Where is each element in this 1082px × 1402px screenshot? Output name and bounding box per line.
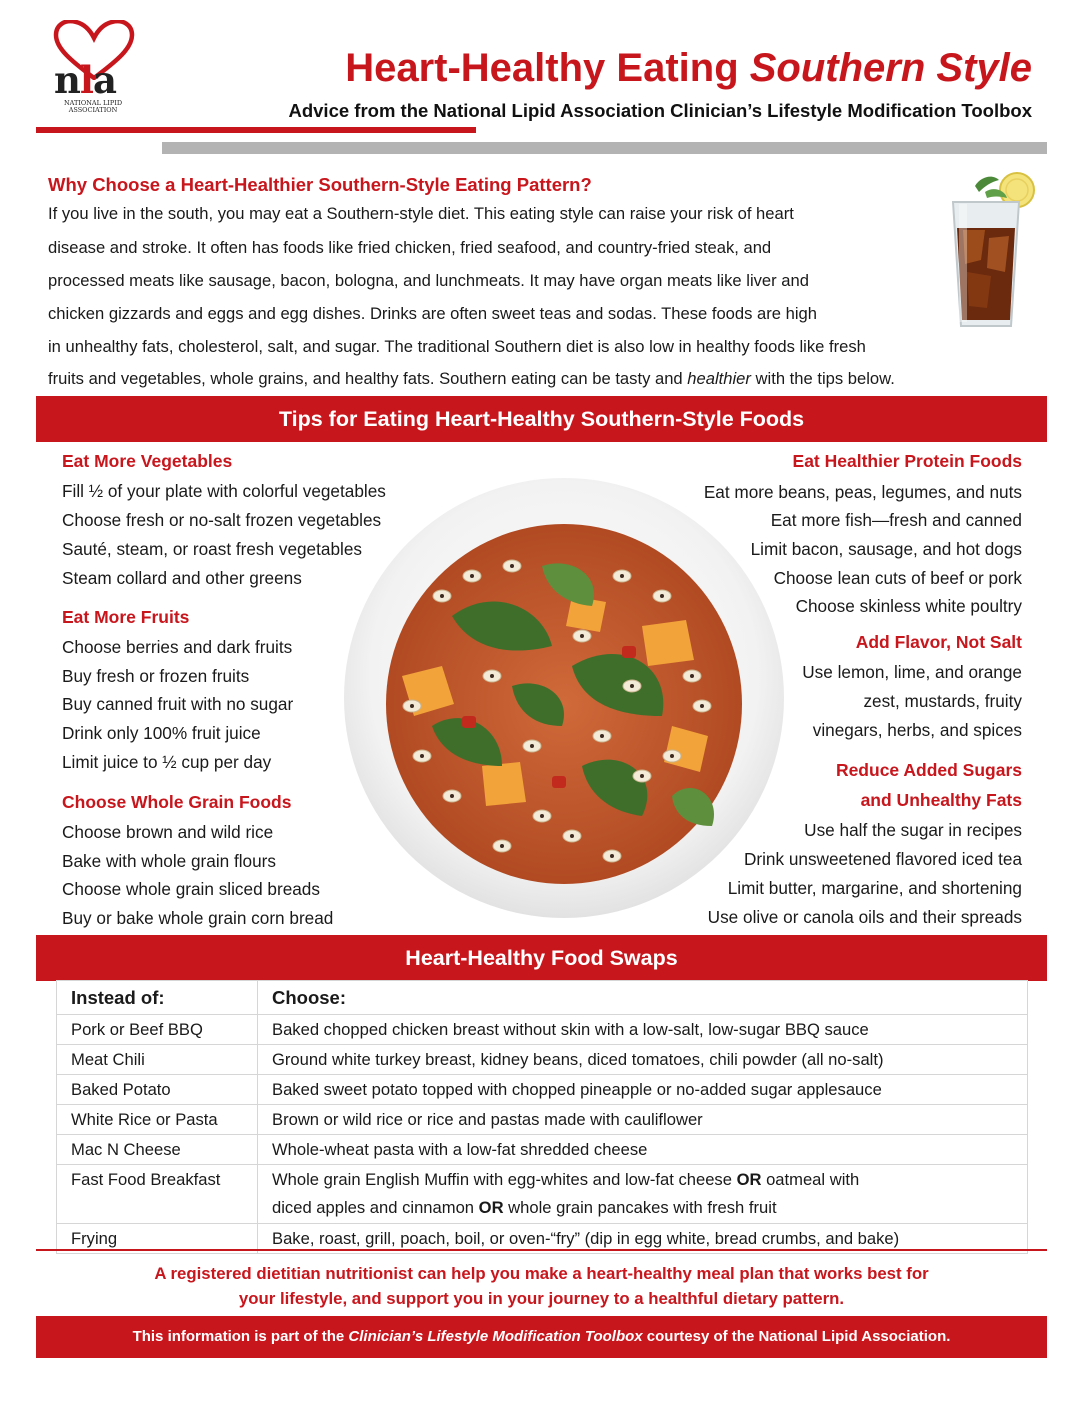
list-item: Buy canned fruit with no sugar <box>62 694 294 714</box>
table-cell: Baked chopped chicken breast without skin with a low-salt, low-sugar BBQ sauce <box>258 1015 1028 1045</box>
table-cell: Whole grain English Muffin with egg-whites and low-fat cheese OR oatmeal with diced apples and cinnamon OR whole grain pancakes with fresh fruit <box>258 1165 1028 1224</box>
list-item: Use lemon, lime, and orange <box>802 662 1022 682</box>
intro-line: disease and stroke. It often has foods like fried chicken, fried seafood, and country-fried steak, and <box>48 238 772 257</box>
list-item: Steam collard and other greens <box>62 568 302 588</box>
intro-line: fruits and vegetables, whole grains, and healthy fats. Southern eating can be tasty and healthier with the tips below. <box>48 369 895 388</box>
table-cell: Whole-wheat pasta with a low-fat shredded cheese <box>258 1135 1028 1165</box>
table-header-row <box>57 981 1028 1015</box>
list-item: Buy or bake whole grain corn bread <box>62 908 334 928</box>
list-item: Buy fresh or frozen fruits <box>62 666 250 686</box>
intro-line: processed meats like sausage, bacon, bologna, and lunchmeats. It may have organ meats like liver and <box>48 271 809 290</box>
list-item: Limit butter, margarine, and shortening <box>727 878 1022 898</box>
footer-bar: This information is part of the Clinician’s Lifestyle Modification Toolbox courtesy of the National Lipid Association. <box>36 1316 1047 1358</box>
tips-vegetables-heading: Eat More Vegetables <box>62 451 233 471</box>
bean-greens-bowl-icon <box>342 476 786 920</box>
list-item: Use olive or canola oils and their spreads <box>707 907 1022 927</box>
column-header-instead: Instead of: <box>57 981 258 1015</box>
column-header-choose: Choose: <box>258 981 1028 1015</box>
list-item: Choose skinless white poultry <box>795 596 1022 616</box>
intro-heading: Why Choose a Heart-Healthier Southern-Style Eating Pattern? <box>48 174 592 195</box>
table-cell: White Rice or Pasta <box>57 1105 258 1135</box>
intro-line: chicken gizzards and eggs and egg dishes. Drinks are often sweet teas and sodas. These foods are high <box>48 304 818 323</box>
list-item: vinegars, herbs, and spices <box>812 720 1022 740</box>
logo-org-name: NATIONAL LIPID ASSOCIATION <box>63 99 123 114</box>
list-item: Choose berries and dark fruits <box>62 637 293 657</box>
list-item: Choose whole grain sliced breads <box>62 879 320 899</box>
tips-fruits-heading: Eat More Fruits <box>62 607 190 627</box>
list-item: Bake with whole grain flours <box>62 851 276 871</box>
list-item: Eat more beans, peas, legumes, and nuts <box>703 482 1022 502</box>
intro-line: in unhealthy fats, cholesterol, salt, and sugar. The traditional Southern diet is also low in healthy foods like fresh <box>48 337 866 356</box>
list-item: zest, mustards, fruity <box>863 691 1022 711</box>
list-item: Limit bacon, sausage, and hot dogs <box>750 539 1022 559</box>
list-item: Choose fresh or no-salt frozen vegetables <box>62 510 382 530</box>
table-row <box>57 1165 1028 1224</box>
table-cell: Fast Food Breakfast <box>57 1165 258 1224</box>
page-title: Heart-Healthy Eating Southern Style <box>345 46 1032 90</box>
tips-sugars-heading: Reduce Added Sugars <box>835 760 1022 780</box>
table-cell: Brown or wild rice or rice and pastas made with cauliflower <box>258 1105 1028 1135</box>
table-cell: Bake, roast, grill, poach, boil, or oven-“fry” (dip in egg white, bread crumbs, and bake) <box>258 1224 1028 1254</box>
table-cell: Baked Potato <box>57 1075 258 1105</box>
list-item: Use half the sugar in recipes <box>804 820 1022 840</box>
table-cell: Ground white turkey breast, kidney beans, diced tomatoes, chili powder (all no-salt) <box>258 1045 1028 1075</box>
table-cell: Frying <box>57 1224 258 1254</box>
table-cell: Pork or Beef BBQ <box>57 1015 258 1045</box>
list-item: Drink only 100% fruit juice <box>62 723 261 743</box>
table-cell: Meat Chili <box>57 1045 258 1075</box>
swaps-section-bar: Heart-Healthy Food Swaps <box>36 935 1047 981</box>
header-red-rule <box>36 127 476 133</box>
intro-line: If you live in the south, you may eat a Southern-style diet. This eating style can raise your risk of heart <box>48 204 794 223</box>
bottom-red-rule <box>36 1249 1047 1251</box>
page-subtitle: Advice from the National Lipid Association Clinician’s Lifestyle Modification Toolbox <box>288 100 1032 121</box>
iced-tea-icon <box>935 168 1035 333</box>
table-row <box>57 1135 1028 1165</box>
logo-letters: nla <box>54 58 116 102</box>
table-row <box>57 1015 1028 1045</box>
list-item: Choose brown and wild rice <box>62 822 274 842</box>
list-item: Drink unsweetened flavored iced tea <box>743 849 1022 869</box>
table-cell: Baked sweet potato topped with chopped pineapple or no-added sugar applesauce <box>258 1075 1028 1105</box>
header-gray-rule <box>162 142 1047 154</box>
tips-protein-heading: Eat Healthier Protein Foods <box>792 451 1022 471</box>
tips-grains-heading: Choose Whole Grain Foods <box>62 792 292 812</box>
tips-section-bar: Tips for Eating Heart-Healthy Southern-Style Foods <box>36 396 1047 442</box>
list-item: Fill ½ of your plate with colorful vegetables <box>62 481 386 501</box>
dietitian-note: A registered dietitian nutritionist can help you make a heart-healthy meal plan that works best for your lifestyle, and support you in your journey to a healthful dietary pattern. <box>154 1264 929 1308</box>
table-cell: Mac N Cheese <box>57 1135 258 1165</box>
list-item: Eat more fish—fresh and canned <box>770 510 1022 530</box>
food-swaps-table <box>56 980 1028 1254</box>
table-row <box>57 1105 1028 1135</box>
table-row <box>57 1075 1028 1105</box>
list-item: Sauté, steam, or roast fresh vegetables <box>62 539 362 559</box>
list-item: Choose lean cuts of beef or pork <box>773 568 1022 588</box>
tips-flavor-heading: Add Flavor, Not Salt <box>855 632 1022 652</box>
table-row <box>57 1045 1028 1075</box>
nla-logo <box>48 20 140 116</box>
list-item: Limit juice to ½ cup per day <box>62 752 272 772</box>
tips-sugars-heading: and Unhealthy Fats <box>860 790 1022 810</box>
